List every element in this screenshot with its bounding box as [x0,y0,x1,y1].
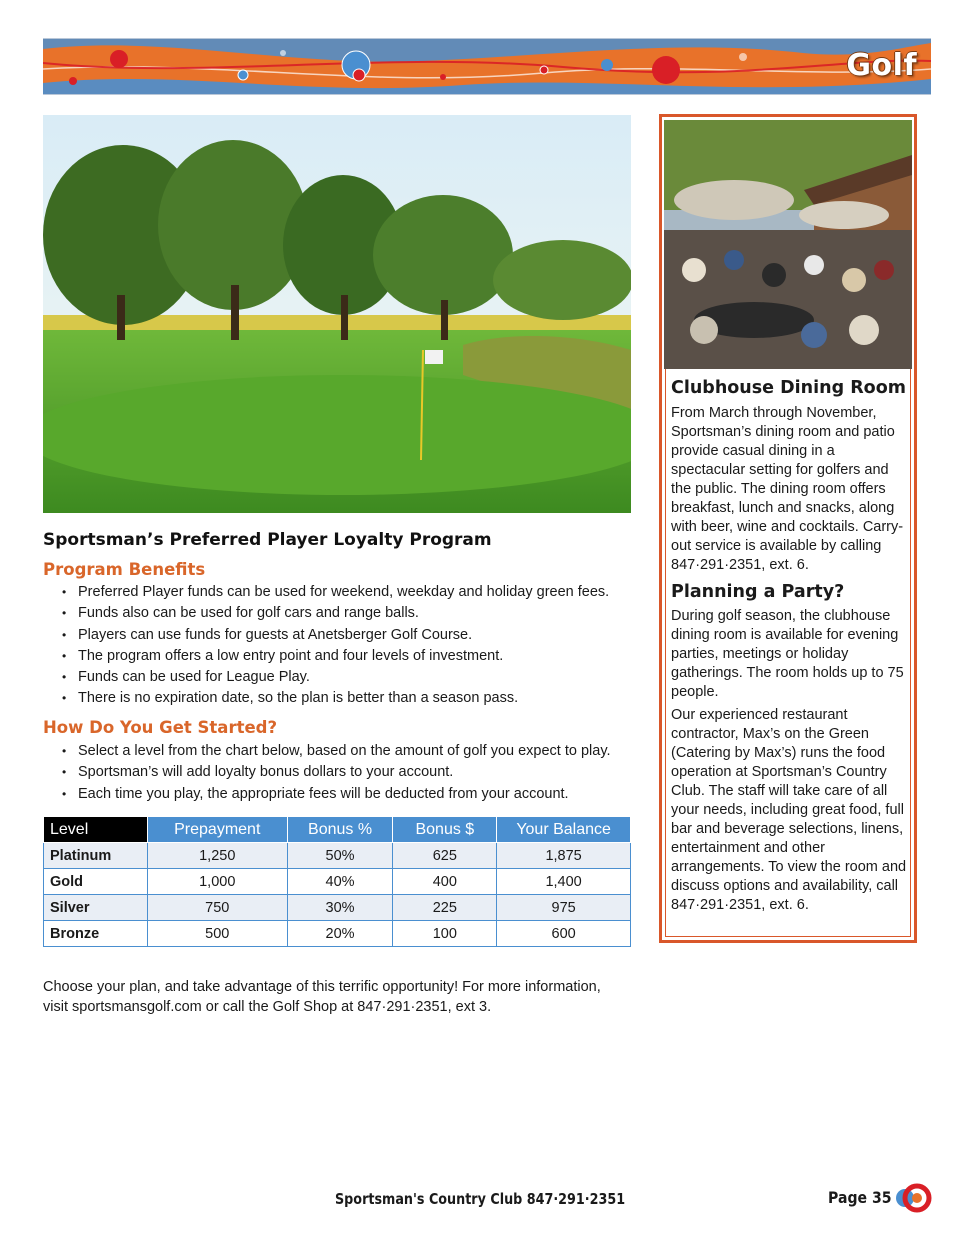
column-header: Level [44,817,148,843]
list-item: • The program offers a low entry point and four levels of investment. [62,646,609,667]
benefits-heading: Program Benefits [43,560,206,579]
get-started-list [62,741,611,805]
golf-course-photo [43,115,631,513]
table-cell: 1,250 [147,843,287,869]
table-cell: 225 [393,895,497,921]
section-title: Golf [846,48,917,83]
dining-heading: Clubhouse Dining Room [671,378,906,398]
list-item: • Funds can be used for League Play. [62,667,609,688]
club-logo-icon [893,1180,933,1216]
table-row [44,921,631,947]
column-header: Your Balance [497,817,631,843]
party-text-1: During golf season, the clubhouse dining room is available for evening parties, meetings or holiday gatherings. The room holds up to 75 people. [671,608,904,700]
table-cell: 50% [287,843,393,869]
closing-line: Choose your plan, and take advantage of this terrific opportunity! For more information, [43,979,601,995]
closing-paragraph [43,978,633,1017]
table-cell: 1,400 [497,869,631,895]
benefits-list [62,582,609,710]
party-text-2: Our experienced restaurant contractor, Max’s on the Green (Catering by Max’s) runs the food operation at Sportsman’s Country Club. The staff will take care of all your needs, including great food, full bar and beverage selections, linens, entertainment and other arrangements. To view the room and discuss options and availability, call 847·291·2351, ext. 6. [671,707,907,913]
column-header: Bonus % [287,817,393,843]
list-item: • There is no expiration date, so the plan is better than a season pass. [62,688,609,709]
list-item: • Select a level from the chart below, based on the amount of golf you expect to play. [62,741,611,762]
party-heading: Planning a Party? [671,582,845,602]
table-row [44,895,631,921]
table-cell: 400 [393,869,497,895]
column-header: Bonus $ [393,817,497,843]
table-cell: 1,875 [497,843,631,869]
patio-dining-photo [664,120,912,369]
program-heading: Sportsman’s Preferred Player Loyalty Program [43,530,492,550]
closing-line: visit sportsmansgolf.com or call the Golf Shop at 847·291·2351, ext 3. [43,998,492,1015]
table-cell: 600 [497,921,631,947]
header-banner [43,38,931,95]
table-cell: 975 [497,895,631,921]
table-cell: 100 [393,921,497,947]
table-cell: Gold [44,869,148,895]
table-cell: Platinum [44,843,148,869]
dining-text: From March through November, Sportsman’s dining room and patio provide casual dining in a spectacular setting for golfers and the public. The dining room offers breakfast, lunch and snacks, along with beer, wine and cocktails. Carry-out service is available by calling 847·291·2351, ext. 6. [671,405,904,573]
table-header-row [44,817,631,843]
list-item: • Funds also can be used for golf cars and range balls. [62,603,609,624]
loyalty-levels-table [43,816,631,947]
table-row [44,843,631,869]
table-cell: Bronze [44,921,148,947]
table-cell: 625 [393,843,497,869]
table-cell: 20% [287,921,393,947]
get-started-heading: How Do You Get Started? [43,718,278,737]
column-header: Prepayment [147,817,287,843]
page-number: Page 35 [828,1188,892,1207]
footer-club-info: Sportsman's Country Club 847·291·2351 [335,1190,626,1208]
list-item: • Each time you play, the appropriate fees will be deducted from your account. [62,784,611,805]
table-cell: 40% [287,869,393,895]
table-cell: 750 [147,895,287,921]
table-row [44,869,631,895]
list-item: • Sportsman’s will add loyalty bonus dollars to your account. [62,762,611,783]
table-cell: Silver [44,895,148,921]
table-cell: 500 [147,921,287,947]
table-cell: 1,000 [147,869,287,895]
list-item: • Players can use funds for guests at Anetsberger Golf Course. [62,625,609,646]
list-item: • Preferred Player funds can be used for weekend, weekday and holiday green fees. [62,582,609,603]
banner-decoration [43,39,931,95]
table-cell: 30% [287,895,393,921]
